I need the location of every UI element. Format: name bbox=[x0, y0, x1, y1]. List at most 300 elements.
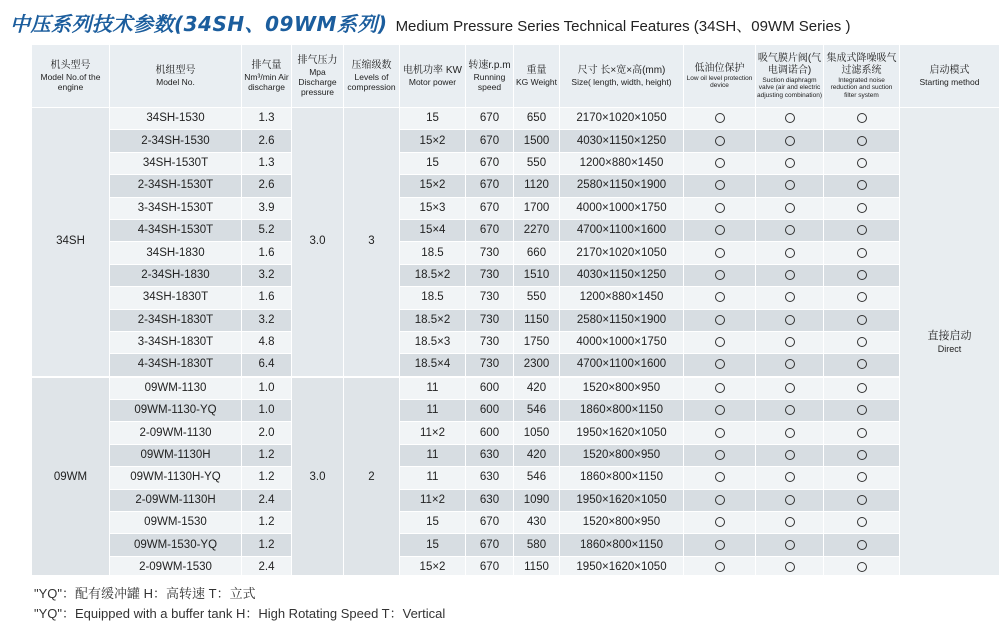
table-row bbox=[32, 264, 1000, 286]
low-oil-protection-mark-cell bbox=[684, 377, 756, 400]
weight-cell: 1150 bbox=[514, 309, 560, 331]
air-discharge-cell: 2.0 bbox=[242, 422, 292, 444]
running-speed-cell: 670 bbox=[466, 512, 514, 534]
low-oil-protection-mark-cell bbox=[684, 489, 756, 511]
suction-valve-mark-cell bbox=[756, 489, 824, 511]
starting-method-cell bbox=[900, 108, 1000, 576]
circle-mark-icon bbox=[857, 180, 867, 190]
size-cell: 4000×1000×1750 bbox=[560, 197, 684, 219]
air-discharge-cell: 1.3 bbox=[242, 152, 292, 174]
spec-table bbox=[31, 44, 999, 575]
unit-model-cell: 2-34SH-1530 bbox=[110, 130, 242, 152]
unit-model-cell: 09WM-1530-YQ bbox=[110, 534, 242, 556]
suction-valve-mark-cell bbox=[756, 467, 824, 489]
motor-power-cell: 15×3 bbox=[400, 197, 466, 219]
header-label-cn: 集成式降噪吸气过滤系统 bbox=[826, 52, 897, 76]
circle-mark-icon bbox=[785, 158, 795, 168]
weight-cell: 420 bbox=[514, 377, 560, 400]
table-row bbox=[32, 377, 1000, 400]
engine-model-cell: 34SH bbox=[32, 108, 110, 377]
circle-mark-icon bbox=[715, 315, 725, 325]
circle-mark-icon bbox=[715, 540, 725, 550]
circle-mark-icon bbox=[857, 203, 867, 213]
header-label-cn: 排气压力 bbox=[297, 55, 338, 66]
motor-power-cell: 11 bbox=[400, 377, 466, 400]
circle-mark-icon bbox=[857, 405, 867, 415]
air-discharge-cell: 1.3 bbox=[242, 108, 292, 130]
size-cell: 1520×800×950 bbox=[560, 377, 684, 400]
air-discharge-cell: 2.4 bbox=[242, 489, 292, 511]
running-speed-cell: 730 bbox=[466, 309, 514, 331]
running-speed-cell: 730 bbox=[466, 242, 514, 264]
table-row bbox=[32, 152, 1000, 174]
running-speed-cell: 600 bbox=[466, 400, 514, 422]
motor-power-cell: 15 bbox=[400, 534, 466, 556]
circle-mark-icon bbox=[785, 540, 795, 550]
table-row bbox=[32, 242, 1000, 264]
motor-power-cell: 11 bbox=[400, 444, 466, 466]
weight-cell: 546 bbox=[514, 400, 560, 422]
circle-mark-icon bbox=[785, 405, 795, 415]
unit-model-cell: 2-34SH-1530T bbox=[110, 175, 242, 197]
air-discharge-cell: 2.4 bbox=[242, 556, 292, 575]
circle-mark-icon bbox=[715, 203, 725, 213]
circle-mark-icon bbox=[857, 472, 867, 482]
circle-mark-icon bbox=[715, 359, 725, 369]
air-discharge-cell: 1.2 bbox=[242, 534, 292, 556]
page-title bbox=[10, 8, 850, 38]
unit-model-cell: 09WM-1530 bbox=[110, 512, 242, 534]
header-low-oil-protection bbox=[684, 45, 756, 108]
suction-valve-mark-cell bbox=[756, 152, 824, 174]
suction-valve-mark-cell bbox=[756, 108, 824, 130]
size-cell: 4000×1000×1750 bbox=[560, 331, 684, 353]
circle-mark-icon bbox=[857, 315, 867, 325]
table-row bbox=[32, 354, 1000, 377]
circle-mark-icon bbox=[857, 495, 867, 505]
suction-valve-mark-cell bbox=[756, 264, 824, 286]
unit-model-cell: 4-34SH-1830T bbox=[110, 354, 242, 377]
noise-filter-mark-cell bbox=[824, 489, 900, 511]
motor-power-cell: 11 bbox=[400, 467, 466, 489]
low-oil-protection-mark-cell bbox=[684, 422, 756, 444]
weight-cell: 1150 bbox=[514, 556, 560, 575]
size-cell: 2580×1150×1900 bbox=[560, 309, 684, 331]
weight-cell: 580 bbox=[514, 534, 560, 556]
unit-model-cell: 2-34SH-1830 bbox=[110, 264, 242, 286]
low-oil-protection-mark-cell bbox=[684, 130, 756, 152]
low-oil-protection-mark-cell bbox=[684, 152, 756, 174]
header-label-en: Running speed bbox=[473, 72, 506, 92]
low-oil-protection-mark-cell bbox=[684, 309, 756, 331]
weight-cell: 1120 bbox=[514, 175, 560, 197]
circle-mark-icon bbox=[785, 136, 795, 146]
unit-model-cell: 09WM-1130-YQ bbox=[110, 400, 242, 422]
circle-mark-icon bbox=[715, 292, 725, 302]
starting-method-cn: 直接启动 bbox=[927, 330, 972, 343]
circle-mark-icon bbox=[785, 248, 795, 258]
circle-mark-icon bbox=[785, 113, 795, 123]
size-cell: 4030×1150×1250 bbox=[560, 130, 684, 152]
weight-cell: 550 bbox=[514, 287, 560, 309]
air-discharge-cell: 1.6 bbox=[242, 287, 292, 309]
table-row bbox=[32, 331, 1000, 353]
header-air-discharge bbox=[242, 45, 292, 108]
low-oil-protection-mark-cell bbox=[684, 264, 756, 286]
low-oil-protection-mark-cell bbox=[684, 534, 756, 556]
weight-cell: 1510 bbox=[514, 264, 560, 286]
circle-mark-icon bbox=[785, 337, 795, 347]
table-row bbox=[32, 108, 1000, 130]
motor-power-cell: 18.5×2 bbox=[400, 309, 466, 331]
circle-mark-icon bbox=[785, 428, 795, 438]
circle-mark-icon bbox=[785, 517, 795, 527]
suction-valve-mark-cell bbox=[756, 422, 824, 444]
suction-valve-mark-cell bbox=[756, 331, 824, 353]
circle-mark-icon bbox=[857, 136, 867, 146]
running-speed-cell: 600 bbox=[466, 422, 514, 444]
circle-mark-icon bbox=[857, 292, 867, 302]
suction-valve-mark-cell bbox=[756, 219, 824, 241]
low-oil-protection-mark-cell bbox=[684, 175, 756, 197]
circle-mark-icon bbox=[857, 225, 867, 235]
weight-cell: 1750 bbox=[514, 331, 560, 353]
weight-cell: 650 bbox=[514, 108, 560, 130]
table-row bbox=[32, 444, 1000, 466]
noise-filter-mark-cell bbox=[824, 512, 900, 534]
circle-mark-icon bbox=[857, 158, 867, 168]
air-discharge-cell: 1.2 bbox=[242, 444, 292, 466]
header-label-cn: 尺寸 长×宽×高(mm) bbox=[577, 65, 666, 76]
circle-mark-icon bbox=[715, 158, 725, 168]
circle-mark-icon bbox=[785, 292, 795, 302]
header-label-en: Model No.of the engine bbox=[40, 72, 101, 92]
air-discharge-cell: 1.0 bbox=[242, 377, 292, 400]
noise-filter-mark-cell bbox=[824, 130, 900, 152]
header-weight bbox=[514, 45, 560, 108]
noise-filter-mark-cell bbox=[824, 444, 900, 466]
noise-filter-mark-cell bbox=[824, 242, 900, 264]
suction-valve-mark-cell bbox=[756, 287, 824, 309]
header-suction-valve bbox=[756, 45, 824, 108]
size-cell: 4030×1150×1250 bbox=[560, 264, 684, 286]
header-engine-model bbox=[32, 45, 110, 108]
air-discharge-cell: 5.2 bbox=[242, 219, 292, 241]
circle-mark-icon bbox=[857, 540, 867, 550]
circle-mark-icon bbox=[715, 113, 725, 123]
header-discharge-pressure bbox=[292, 45, 344, 108]
circle-mark-icon bbox=[785, 180, 795, 190]
circle-mark-icon bbox=[785, 315, 795, 325]
noise-filter-mark-cell bbox=[824, 400, 900, 422]
running-speed-cell: 670 bbox=[466, 108, 514, 130]
size-cell: 4700×1100×1600 bbox=[560, 219, 684, 241]
motor-power-cell: 11 bbox=[400, 400, 466, 422]
circle-mark-icon bbox=[857, 337, 867, 347]
air-discharge-cell: 3.2 bbox=[242, 264, 292, 286]
weight-cell: 2270 bbox=[514, 219, 560, 241]
unit-model-cell: 3-34SH-1530T bbox=[110, 197, 242, 219]
size-cell: 2170×1020×1050 bbox=[560, 242, 684, 264]
table-row bbox=[32, 309, 1000, 331]
footnote-english: "YQ"：Equipped with a buffer tank H：High Rotating Speed T：Vertical bbox=[34, 606, 446, 621]
suction-valve-mark-cell bbox=[756, 197, 824, 219]
header-label-en: Nm³/min Air discharge bbox=[244, 72, 289, 92]
unit-model-cell: 2-09WM-1530 bbox=[110, 556, 242, 575]
suction-valve-mark-cell bbox=[756, 400, 824, 422]
circle-mark-icon bbox=[785, 225, 795, 235]
circle-mark-icon bbox=[785, 472, 795, 482]
suction-valve-mark-cell bbox=[756, 534, 824, 556]
header-label-en: Model No. bbox=[156, 77, 195, 87]
suction-valve-mark-cell bbox=[756, 354, 824, 377]
weight-cell: 1500 bbox=[514, 130, 560, 152]
circle-mark-icon bbox=[785, 203, 795, 213]
unit-model-cell: 34SH-1830T bbox=[110, 287, 242, 309]
header-label-cn: 低油位保护 bbox=[694, 62, 745, 74]
header-unit-model bbox=[110, 45, 242, 108]
unit-model-cell: 09WM-1130 bbox=[110, 377, 242, 400]
motor-power-cell: 11×2 bbox=[400, 489, 466, 511]
table-row bbox=[32, 467, 1000, 489]
running-speed-cell: 730 bbox=[466, 331, 514, 353]
header-size bbox=[560, 45, 684, 108]
table-row bbox=[32, 512, 1000, 534]
circle-mark-icon bbox=[715, 450, 725, 460]
size-cell: 1200×880×1450 bbox=[560, 152, 684, 174]
air-discharge-cell: 3.2 bbox=[242, 309, 292, 331]
table-row bbox=[32, 422, 1000, 444]
table-row bbox=[32, 219, 1000, 241]
circle-mark-icon bbox=[785, 495, 795, 505]
header-label-en: Suction diaphragm valve (air and electric adjusting combination) bbox=[756, 76, 823, 99]
circle-mark-icon bbox=[857, 428, 867, 438]
table-row bbox=[32, 175, 1000, 197]
size-cell: 1200×880×1450 bbox=[560, 287, 684, 309]
unit-model-cell: 34SH-1530 bbox=[110, 108, 242, 130]
unit-model-cell: 2-09WM-1130H bbox=[110, 489, 242, 511]
header-label-en: Levels of compression bbox=[347, 72, 396, 92]
running-speed-cell: 730 bbox=[466, 287, 514, 309]
circle-mark-icon bbox=[715, 248, 725, 258]
header-motor-power bbox=[400, 45, 466, 108]
low-oil-protection-mark-cell bbox=[684, 242, 756, 264]
unit-model-cell: 09WM-1130H-YQ bbox=[110, 467, 242, 489]
circle-mark-icon bbox=[715, 383, 725, 393]
header-label-en: Mpa Discharge pressure bbox=[298, 67, 337, 97]
table-row bbox=[32, 287, 1000, 309]
running-speed-cell: 670 bbox=[466, 219, 514, 241]
circle-mark-icon bbox=[857, 517, 867, 527]
size-cell: 1950×1620×1050 bbox=[560, 422, 684, 444]
circle-mark-icon bbox=[785, 562, 795, 572]
header-compression-levels bbox=[344, 45, 400, 108]
air-discharge-cell: 1.6 bbox=[242, 242, 292, 264]
circle-mark-icon bbox=[857, 450, 867, 460]
suction-valve-mark-cell bbox=[756, 130, 824, 152]
circle-mark-icon bbox=[715, 428, 725, 438]
suction-valve-mark-cell bbox=[756, 444, 824, 466]
running-speed-cell: 730 bbox=[466, 264, 514, 286]
motor-power-cell: 15 bbox=[400, 152, 466, 174]
motor-power-cell: 18.5×2 bbox=[400, 264, 466, 286]
circle-mark-icon bbox=[785, 359, 795, 369]
air-discharge-cell: 2.6 bbox=[242, 175, 292, 197]
noise-filter-mark-cell bbox=[824, 331, 900, 353]
size-cell: 1860×800×1150 bbox=[560, 400, 684, 422]
air-discharge-cell: 6.4 bbox=[242, 354, 292, 377]
circle-mark-icon bbox=[715, 180, 725, 190]
size-cell: 1860×800×1150 bbox=[560, 534, 684, 556]
size-cell: 1860×800×1150 bbox=[560, 467, 684, 489]
weight-cell: 660 bbox=[514, 242, 560, 264]
suction-valve-mark-cell bbox=[756, 512, 824, 534]
motor-power-cell: 18.5 bbox=[400, 287, 466, 309]
running-speed-cell: 630 bbox=[466, 489, 514, 511]
header-label-cn: 机头型号 bbox=[50, 60, 91, 71]
suction-valve-mark-cell bbox=[756, 175, 824, 197]
footnote-chinese: "YQ"：配有缓冲罐 H：高转速 T：立式 bbox=[34, 586, 256, 601]
motor-power-cell: 18.5 bbox=[400, 242, 466, 264]
circle-mark-icon bbox=[857, 248, 867, 258]
running-speed-cell: 670 bbox=[466, 534, 514, 556]
low-oil-protection-mark-cell bbox=[684, 287, 756, 309]
noise-filter-mark-cell bbox=[824, 197, 900, 219]
header-label-cn: 吸气膜片阀(气电调诺合) bbox=[757, 52, 822, 76]
low-oil-protection-mark-cell bbox=[684, 444, 756, 466]
size-cell: 1950×1620×1050 bbox=[560, 556, 684, 575]
low-oil-protection-mark-cell bbox=[684, 400, 756, 422]
spec-table-container bbox=[31, 44, 999, 575]
circle-mark-icon bbox=[715, 136, 725, 146]
noise-filter-mark-cell bbox=[824, 467, 900, 489]
weight-cell: 1090 bbox=[514, 489, 560, 511]
unit-model-cell: 4-34SH-1530T bbox=[110, 219, 242, 241]
motor-power-cell: 18.5×3 bbox=[400, 331, 466, 353]
weight-cell: 430 bbox=[514, 512, 560, 534]
discharge-pressure-cell: 3.0 bbox=[292, 377, 344, 575]
header-label-en: KG Weight bbox=[516, 77, 557, 87]
air-discharge-cell: 3.9 bbox=[242, 197, 292, 219]
circle-mark-icon bbox=[785, 270, 795, 280]
noise-filter-mark-cell bbox=[824, 175, 900, 197]
circle-mark-icon bbox=[785, 450, 795, 460]
circle-mark-icon bbox=[715, 405, 725, 415]
circle-mark-icon bbox=[857, 113, 867, 123]
header-label-cn: 重量 bbox=[526, 65, 547, 76]
running-speed-cell: 670 bbox=[466, 152, 514, 174]
running-speed-cell: 670 bbox=[466, 556, 514, 575]
noise-filter-mark-cell bbox=[824, 377, 900, 400]
unit-model-cell: 34SH-1530T bbox=[110, 152, 242, 174]
noise-filter-mark-cell bbox=[824, 287, 900, 309]
compression-levels-cell: 2 bbox=[344, 377, 400, 575]
table-row bbox=[32, 489, 1000, 511]
size-cell: 4700×1100×1600 bbox=[560, 354, 684, 377]
circle-mark-icon bbox=[715, 517, 725, 527]
noise-filter-mark-cell bbox=[824, 534, 900, 556]
circle-mark-icon bbox=[785, 383, 795, 393]
circle-mark-icon bbox=[715, 270, 725, 280]
title-english: Medium Pressure Series Technical Features (34SH、09WM Series ) bbox=[395, 18, 851, 35]
low-oil-protection-mark-cell bbox=[684, 354, 756, 377]
motor-power-cell: 18.5×4 bbox=[400, 354, 466, 377]
circle-mark-icon bbox=[715, 495, 725, 505]
circle-mark-icon bbox=[715, 225, 725, 235]
header-label-cn: 排气量 bbox=[251, 60, 282, 71]
motor-power-cell: 15×2 bbox=[400, 556, 466, 575]
size-cell: 1520×800×950 bbox=[560, 444, 684, 466]
header-label-cn: 转速r.p.m bbox=[468, 60, 511, 71]
table-row bbox=[32, 534, 1000, 556]
circle-mark-icon bbox=[857, 383, 867, 393]
table-row bbox=[32, 197, 1000, 219]
air-discharge-cell: 2.6 bbox=[242, 130, 292, 152]
title-chinese: 中压系列技术参数(34SH、09WM系列) bbox=[10, 12, 388, 36]
motor-power-cell: 15×2 bbox=[400, 130, 466, 152]
unit-model-cell: 09WM-1130H bbox=[110, 444, 242, 466]
header-label-en: Size( length, width, height) bbox=[571, 77, 672, 87]
noise-filter-mark-cell bbox=[824, 264, 900, 286]
header-label-cn: 启动模式 bbox=[929, 65, 970, 76]
motor-power-cell: 15 bbox=[400, 108, 466, 130]
weight-cell: 420 bbox=[514, 444, 560, 466]
header-label-cn: 机组型号 bbox=[155, 65, 196, 76]
air-discharge-cell: 1.2 bbox=[242, 512, 292, 534]
circle-mark-icon bbox=[857, 562, 867, 572]
circle-mark-icon bbox=[857, 359, 867, 369]
motor-power-cell: 15×4 bbox=[400, 219, 466, 241]
low-oil-protection-mark-cell bbox=[684, 108, 756, 130]
table-body bbox=[32, 108, 1000, 576]
header-noise-filter bbox=[824, 45, 900, 108]
table-row bbox=[32, 400, 1000, 422]
air-discharge-cell: 1.0 bbox=[242, 400, 292, 422]
circle-mark-icon bbox=[715, 337, 725, 347]
suction-valve-mark-cell bbox=[756, 377, 824, 400]
weight-cell: 550 bbox=[514, 152, 560, 174]
noise-filter-mark-cell bbox=[824, 309, 900, 331]
compression-levels-cell: 3 bbox=[344, 108, 400, 377]
noise-filter-mark-cell bbox=[824, 354, 900, 377]
weight-cell: 1050 bbox=[514, 422, 560, 444]
header-label-en: Low oil level protection device bbox=[686, 74, 753, 89]
header-label-cn: 压缩级数 bbox=[351, 60, 392, 71]
discharge-pressure-cell: 3.0 bbox=[292, 108, 344, 377]
table-row bbox=[32, 130, 1000, 152]
starting-method-en: Direct bbox=[937, 344, 962, 355]
low-oil-protection-mark-cell bbox=[684, 331, 756, 353]
size-cell: 1520×800×950 bbox=[560, 512, 684, 534]
noise-filter-mark-cell bbox=[824, 422, 900, 444]
table-row bbox=[32, 556, 1000, 575]
header-row bbox=[32, 45, 1000, 108]
header-running-speed bbox=[466, 45, 514, 108]
running-speed-cell: 630 bbox=[466, 444, 514, 466]
noise-filter-mark-cell bbox=[824, 219, 900, 241]
size-cell: 2580×1150×1900 bbox=[560, 175, 684, 197]
header-label-en: Motor power bbox=[408, 77, 457, 87]
running-speed-cell: 670 bbox=[466, 197, 514, 219]
engine-model-cell: 09WM bbox=[32, 377, 110, 575]
suction-valve-mark-cell bbox=[756, 242, 824, 264]
circle-mark-icon bbox=[715, 472, 725, 482]
low-oil-protection-mark-cell bbox=[684, 556, 756, 575]
air-discharge-cell: 4.8 bbox=[242, 331, 292, 353]
motor-power-cell: 15 bbox=[400, 512, 466, 534]
unit-model-cell: 34SH-1830 bbox=[110, 242, 242, 264]
low-oil-protection-mark-cell bbox=[684, 512, 756, 534]
